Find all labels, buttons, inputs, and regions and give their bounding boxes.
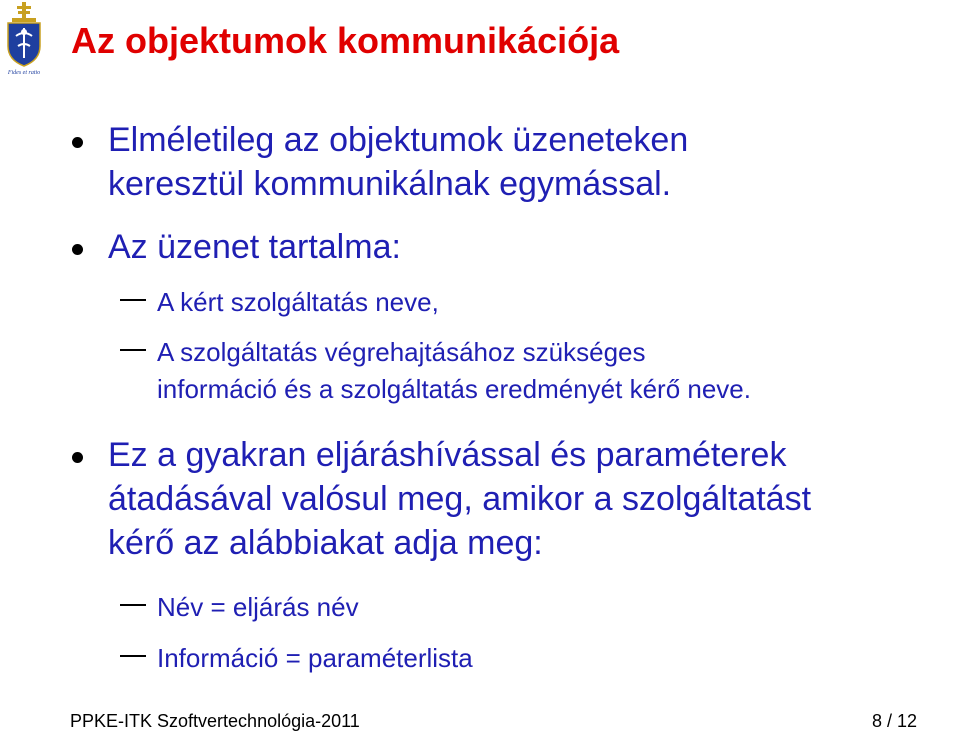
sub-bullet-2-1-line-1: A kért szolgáltatás neve, [157, 287, 439, 317]
sub-bullet-3-2-line-1: Információ = paraméterlista [157, 643, 473, 673]
sub-bullet-3-1-text [157, 589, 359, 626]
bullet-marker [72, 137, 83, 148]
bullet-3-line-3: kérő az alábbiakat adja meg: [108, 524, 543, 562]
bullet-1-text [108, 118, 688, 206]
bullet-1-line-2: keresztül kommunikálnak egymással. [108, 165, 672, 203]
sub-bullet-3-1-line-1: Név = eljárás név [157, 592, 359, 622]
bullet-marker [72, 452, 83, 463]
sub-bullet-dash [120, 655, 146, 657]
slide-title: Az objektumok kommunikációja [71, 20, 620, 61]
logo-motto: Fides et ratio [7, 70, 41, 76]
bullet-2-line-1: Az üzenet tartalma: [108, 228, 401, 266]
bullet-2-text [108, 225, 401, 269]
sub-bullet-2-2-line-2: információ és a szolgáltatás eredményét kérő neve. [157, 374, 751, 404]
footer-page-number: 8 / 12 [872, 711, 918, 731]
sub-bullet-dash [120, 349, 146, 351]
sub-bullet-3-2-text [157, 640, 473, 677]
sub-bullet-2-2-text [157, 334, 751, 408]
bullet-1-line-1: Elméletileg az objektumok üzeneteken [108, 121, 689, 159]
bullet-3-line-2: átadásával valósul meg, amikor a szolgáltatást [108, 480, 812, 518]
sub-bullet-2-1-text [157, 284, 439, 321]
footer-course-label: PPKE-ITK Szoftvertechnológia-2011 [70, 711, 360, 731]
sub-bullet-dash [120, 604, 146, 606]
bullet-3-text [108, 433, 811, 565]
university-crest-logo [2, 2, 46, 78]
sub-bullet-dash [120, 299, 146, 301]
bullet-3-line-1: Ez a gyakran eljáráshívással és paraméterek [108, 436, 787, 474]
bullet-marker [72, 244, 83, 255]
sub-bullet-2-2-line-1: A szolgáltatás végrehajtásához szükséges [157, 337, 646, 367]
